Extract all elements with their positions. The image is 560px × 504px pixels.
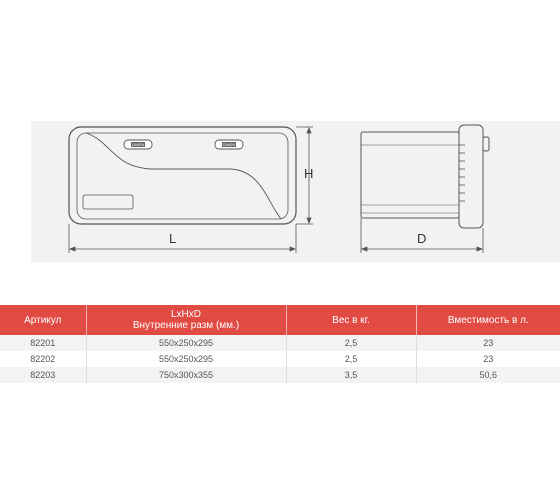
cell-weight: 2,5 — [286, 335, 416, 351]
header-weight: Вес в кг. — [286, 305, 416, 335]
header-dimensions-line2: Внутренние разм (мм.) — [132, 320, 240, 331]
cell-weight: 3,5 — [286, 367, 416, 383]
svg-text:DAKEN: DAKEN — [131, 143, 145, 147]
header-dimensions-line1: LxHxD — [170, 309, 201, 320]
lid-curve — [86, 133, 281, 219]
depth-dimension-label: D — [417, 231, 427, 246]
side-view — [361, 125, 489, 228]
cell-capacity: 23 — [416, 335, 560, 351]
side-lid — [459, 125, 483, 228]
table-row — [0, 367, 560, 383]
cell-weight: 2,5 — [286, 351, 416, 367]
svg-text:DAKEN: DAKEN — [222, 143, 236, 147]
latch-left — [124, 140, 152, 149]
header-article: Артикул — [0, 305, 86, 335]
front-inner-frame — [77, 133, 288, 219]
length-dimension-label: L — [169, 231, 177, 246]
front-view — [69, 127, 296, 224]
cell-capacity: 50,6 — [416, 367, 560, 383]
latch-right — [215, 140, 243, 149]
cell-article: 82203 — [0, 367, 86, 383]
cell-capacity: 23 — [416, 351, 560, 367]
cell-dimensions: 750x300x355 — [86, 367, 286, 383]
side-ribs — [459, 145, 465, 201]
side-handle — [483, 137, 489, 151]
header-dimensions — [86, 305, 286, 335]
height-dimension-label: H — [304, 166, 314, 181]
length-dimension — [69, 224, 296, 253]
table-row — [0, 351, 560, 367]
technical-drawing-panel — [31, 121, 560, 262]
cell-dimensions: 550x250x295 — [86, 335, 286, 351]
table-row — [0, 335, 560, 351]
header-capacity: Вместимость в л. — [416, 305, 560, 335]
front-outer-frame — [69, 127, 296, 224]
specification-table — [0, 305, 560, 383]
technical-drawing — [31, 121, 560, 262]
cell-article: 82201 — [0, 335, 86, 351]
cell-article: 82202 — [0, 351, 86, 367]
label-plate — [83, 195, 133, 209]
table-header-row — [0, 305, 560, 335]
cell-dimensions: 550x250x295 — [86, 351, 286, 367]
